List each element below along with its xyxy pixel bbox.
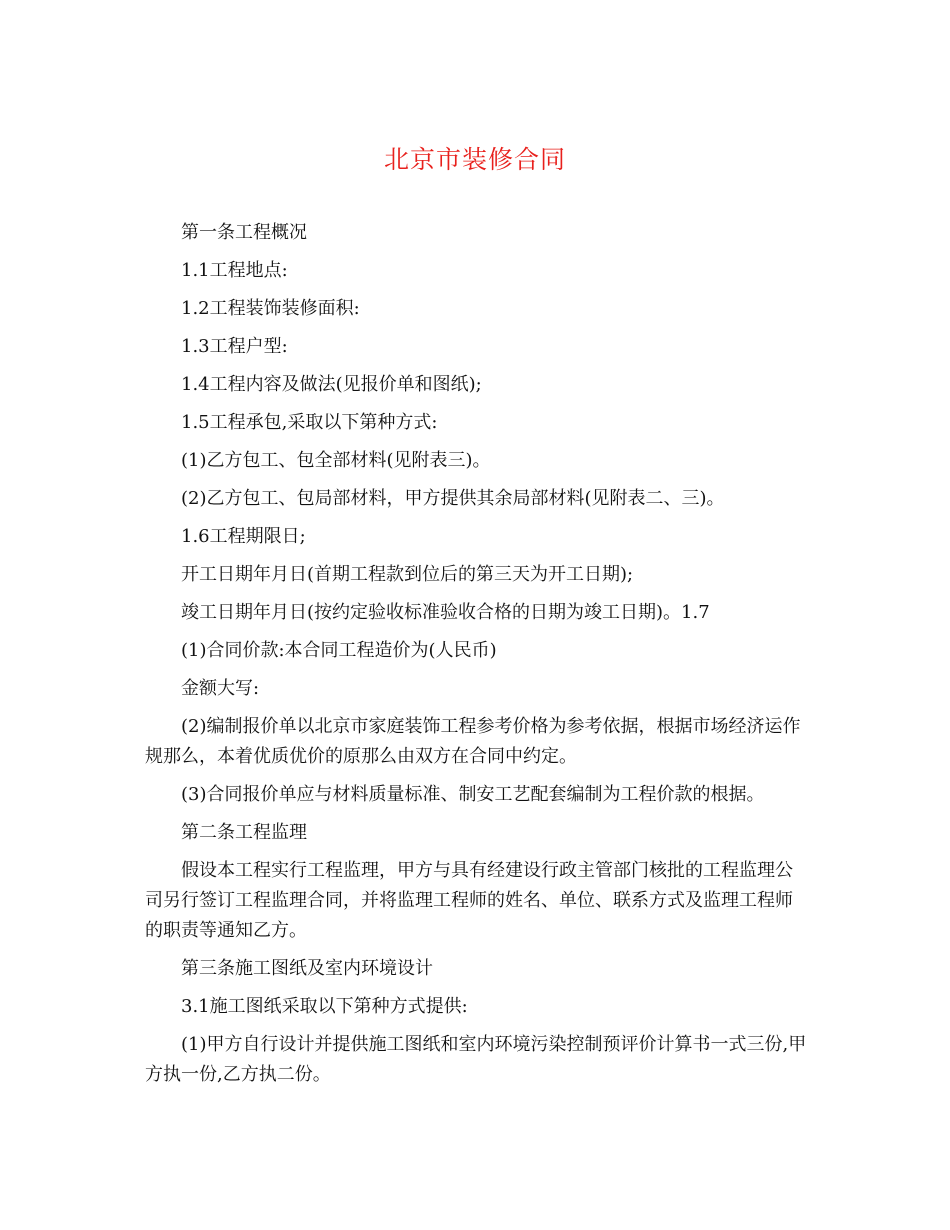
section-heading-3: 第三条施工图纸及室内环境设计 — [181, 958, 433, 979]
paragraph: 假设本工程实行工程监理，甲方与具有经建设行政主管部门核批的工程监理公司另行签订工程监理合同，并将监理工程师的姓名、单位、联系方式及监理工程师的职责等通知乙方。 — [145, 860, 793, 941]
paragraph: (1)甲方自行设计并提供施工图纸和室内环境污染控制预评价计算书一式三份,甲方执一份,乙方执二份。 — [145, 1034, 807, 1085]
document-body — [145, 218, 810, 1098]
paragraph: (2)乙方包工、包局部材料，甲方提供其余局部材料(见附表二、三)。 — [181, 488, 725, 509]
paragraph: 金额大写: — [181, 678, 260, 699]
paragraph: 1.6工程期限日; — [181, 526, 306, 547]
paragraph: (1)合同价款:本合同工程造价为(人民币) — [181, 640, 497, 661]
paragraph: 1.5工程承包,采取以下第种方式: — [181, 412, 438, 433]
paragraph: (1)乙方包工、包全部材料(见附表三)。 — [181, 450, 491, 471]
paragraph: 开工日期年月日(首期工程款到位后的第三天为开工日期); — [181, 564, 634, 585]
paragraph: 1.4工程内容及做法(见报价单和图纸); — [181, 374, 482, 395]
paragraph: 1.2工程装饰装修面积: — [181, 298, 360, 319]
paragraph: 3.1施工图纸采取以下第种方式提供: — [181, 996, 468, 1017]
document-title: 北京市装修合同 — [383, 145, 566, 174]
paragraph: 1.3工程户型: — [181, 336, 288, 357]
paragraph: (2)编制报价单以北京市家庭装饰工程参考价格为参考依据，根据市场经济运作规那么，本着优质优价的原那么由双方在合同中约定。 — [145, 716, 801, 767]
section-heading-1: 第一条工程概况 — [181, 222, 307, 243]
paragraph: 竣工日期年月日(按约定验收标准验收合格的日期为竣工日期)。1.7 — [181, 602, 710, 623]
section-heading-2: 第二条工程监理 — [181, 822, 307, 843]
paragraph: (3)合同报价单应与材料质量标准、制安工艺配套编制为工程价款的根据。 — [181, 784, 765, 805]
paragraph: 1.1工程地点: — [181, 260, 288, 281]
